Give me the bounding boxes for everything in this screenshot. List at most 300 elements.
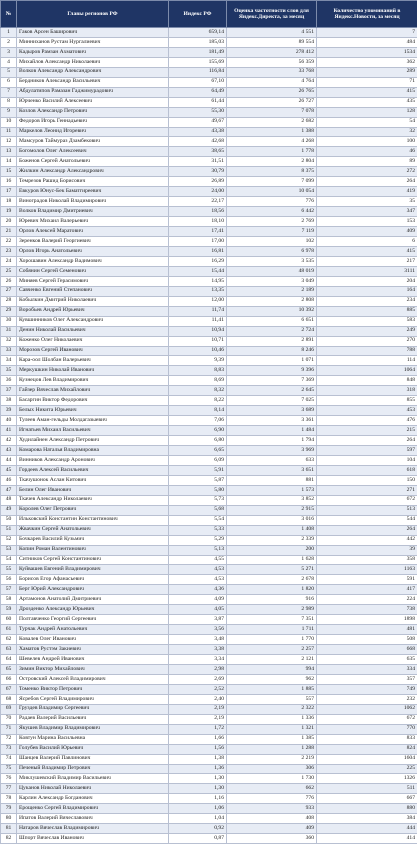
- cell-yandex-news: 3111: [317, 266, 417, 276]
- cell-yandex-news: 668: [317, 645, 417, 655]
- cell-governor: Кузнецов Лев Владимирович: [17, 376, 169, 386]
- cell-yandex-direct: 1 711: [227, 625, 317, 635]
- table-row: [1, 446, 417, 456]
- cell-governor: Бочкарев Василий Кузьмич: [17, 535, 169, 545]
- cell-number: 27: [1, 286, 17, 296]
- cell-governor: Маркелов Леонид Игоревич: [17, 127, 169, 137]
- cell-governor: Голубев Василий Юрьевич: [17, 744, 169, 754]
- cell-governor: Ильковский Константин Константинович: [17, 515, 169, 525]
- cell-yandex-news: 511: [317, 784, 417, 794]
- cell-yandex-news: 672: [317, 495, 417, 505]
- cell-governor: Радаев Валерий Васильевич: [17, 714, 169, 724]
- table-row: [1, 704, 417, 714]
- cell-yandex-news: 6: [317, 237, 417, 247]
- cell-governor: Берг Юрий Александрович: [17, 585, 169, 595]
- cell-number: 77: [1, 784, 17, 794]
- table-row: [1, 167, 417, 177]
- cell-yandex-direct: 3 969: [227, 446, 317, 456]
- cell-number: 50: [1, 515, 17, 525]
- table-row: [1, 724, 417, 734]
- cell-number: 21: [1, 227, 17, 237]
- cell-yandex-news: 481: [317, 625, 417, 635]
- table-row: [1, 635, 417, 645]
- cell-number: 58: [1, 595, 17, 605]
- cell-governor: Комарова Наталья Владимировна: [17, 446, 169, 456]
- cell-number: 24: [1, 256, 17, 266]
- cell-yandex-news: 417: [317, 585, 417, 595]
- cell-index: 4,53: [169, 565, 227, 575]
- table-row: [1, 77, 417, 87]
- cell-number: 14: [1, 157, 17, 167]
- header-yandex-direct: Оценка частотности слов для Яндекс.Директа, за месяц: [227, 1, 317, 28]
- cell-yandex-direct: 3 689: [227, 406, 317, 416]
- cell-number: 44: [1, 455, 17, 465]
- cell-governor: Коженко Олег Николаевич: [17, 336, 169, 346]
- cell-index: 5,33: [169, 525, 227, 535]
- cell-governor: Темрезов Рашид Борисович: [17, 177, 169, 187]
- cell-yandex-direct: 3 852: [227, 495, 317, 505]
- cell-number: 65: [1, 665, 17, 675]
- cell-governor: Натаров Вячеслав Владимирович: [17, 824, 169, 834]
- cell-index: 3,48: [169, 635, 227, 645]
- table-row: [1, 217, 417, 227]
- table-row: [1, 117, 417, 127]
- cell-governor: Собянин Сергей Семенович: [17, 266, 169, 276]
- cell-yandex-direct: 10 392: [227, 306, 317, 316]
- cell-yandex-news: 334: [317, 665, 417, 675]
- table-row: [1, 246, 417, 256]
- cell-number: 30: [1, 316, 17, 326]
- cell-number: 41: [1, 426, 17, 436]
- cell-yandex-news: 224: [317, 595, 417, 605]
- cell-yandex-direct: 89 554: [227, 37, 317, 47]
- cell-index: 10,71: [169, 336, 227, 346]
- cell-yandex-news: 419: [317, 187, 417, 197]
- cell-number: 36: [1, 376, 17, 386]
- cell-number: 64: [1, 655, 17, 665]
- cell-index: 4,09: [169, 595, 227, 605]
- cell-governor: Зимин Виктор Михайлович: [17, 665, 169, 675]
- table-row: [1, 545, 417, 555]
- cell-number: 62: [1, 635, 17, 645]
- cell-yandex-news: 204: [317, 276, 417, 286]
- table-row: [1, 237, 417, 247]
- cell-yandex-news: 35: [317, 197, 417, 207]
- cell-yandex-direct: 33 768: [227, 67, 317, 77]
- cell-yandex-news: 232: [317, 694, 417, 704]
- cell-governor: Михайлов Александр Николаевич: [17, 57, 169, 67]
- cell-governor: Юревич Михаил Валерьевич: [17, 217, 169, 227]
- cell-yandex-direct: 994: [227, 665, 317, 675]
- table-row: [1, 505, 417, 515]
- cell-yandex-news: 100: [317, 137, 417, 147]
- cell-governor: Богомолов Олег Алексеевич: [17, 147, 169, 157]
- cell-number: 31: [1, 326, 17, 336]
- table-row: [1, 754, 417, 764]
- header-governor: Главы регионов РФ: [17, 1, 169, 28]
- cell-number: 20: [1, 217, 17, 227]
- cell-yandex-news: 1534: [317, 47, 417, 57]
- cell-number: 67: [1, 684, 17, 694]
- cell-index: 8,32: [169, 386, 227, 396]
- cell-governor: Островский Алексей Владимирович: [17, 674, 169, 684]
- cell-governor: Гордеев Алексей Васильевич: [17, 465, 169, 475]
- cell-governor: Басаргин Виктор Федорович: [17, 396, 169, 406]
- cell-governor: Виноградов Николай Владимирович: [17, 197, 169, 207]
- table-row: [1, 426, 417, 436]
- cell-yandex-news: 384: [317, 814, 417, 824]
- cell-yandex-direct: 2 189: [227, 286, 317, 296]
- cell-index: 6,90: [169, 426, 227, 436]
- cell-yandex-direct: 2 915: [227, 505, 317, 515]
- cell-yandex-direct: 881: [227, 475, 317, 485]
- cell-governor: Меркушкин Николай Иванович: [17, 366, 169, 376]
- table-row: [1, 256, 417, 266]
- cell-index: 1,66: [169, 734, 227, 744]
- cell-governor: Печеный Владимир Петрович: [17, 764, 169, 774]
- cell-governor: Полтавченко Георгий Сергеевич: [17, 615, 169, 625]
- cell-yandex-direct: 8 375: [227, 167, 317, 177]
- cell-yandex-news: 104: [317, 455, 417, 465]
- cell-index: 64,49: [169, 87, 227, 97]
- cell-governor: Ситников Сергей Константинович: [17, 555, 169, 565]
- cell-number: 19: [1, 207, 17, 217]
- cell-index: 5,13: [169, 545, 227, 555]
- cell-yandex-direct: 1 388: [227, 127, 317, 137]
- cell-yandex-news: 1062: [317, 704, 417, 714]
- cell-yandex-direct: 7 078: [227, 107, 317, 117]
- cell-governor: Миняев Сергей Герасимович: [17, 276, 169, 286]
- cell-governor: Денин Николай Васильевич: [17, 326, 169, 336]
- cell-governor: Козлов Александр Петрович: [17, 107, 169, 117]
- cell-governor: Шпорт Вячеслав Иванович: [17, 834, 169, 844]
- cell-governor: Орлов Игорь Анатольевич: [17, 246, 169, 256]
- cell-governor: Савченко Евгений Степанович: [17, 286, 169, 296]
- table-row: [1, 794, 417, 804]
- cell-index: 659,14: [169, 28, 227, 38]
- table-row: [1, 306, 417, 316]
- cell-number: 66: [1, 674, 17, 684]
- cell-yandex-news: 444: [317, 824, 417, 834]
- cell-yandex-news: 749: [317, 684, 417, 694]
- cell-number: 40: [1, 416, 17, 426]
- cell-index: 22,17: [169, 197, 227, 207]
- cell-yandex-direct: 2 724: [227, 326, 317, 336]
- cell-number: 25: [1, 266, 17, 276]
- table-row: [1, 495, 417, 505]
- cell-yandex-direct: 7 025: [227, 396, 317, 406]
- table-row: [1, 57, 417, 67]
- cell-yandex-direct: 6 651: [227, 316, 317, 326]
- cell-index: 5,54: [169, 515, 227, 525]
- cell-index: 1,38: [169, 754, 227, 764]
- cell-index: 0,92: [169, 824, 227, 834]
- cell-number: 17: [1, 187, 17, 197]
- cell-number: 73: [1, 744, 17, 754]
- cell-index: 11,74: [169, 306, 227, 316]
- cell-number: 18: [1, 197, 17, 207]
- cell-yandex-news: 215: [317, 426, 417, 436]
- cell-yandex-direct: 3 049: [227, 276, 317, 286]
- cell-number: 74: [1, 754, 17, 764]
- cell-governor: Гайзер Вячеслав Михайлович: [17, 386, 169, 396]
- cell-yandex-direct: 1 794: [227, 436, 317, 446]
- cell-number: 71: [1, 724, 17, 734]
- cell-index: 12,00: [169, 296, 227, 306]
- table-row: [1, 555, 417, 565]
- cell-index: 7,06: [169, 416, 227, 426]
- cell-governor: Шанцев Валерий Павлинович: [17, 754, 169, 764]
- cell-governor: Жилкин Александр Александрович: [17, 167, 169, 177]
- cell-index: 3,38: [169, 645, 227, 655]
- cell-yandex-direct: 7 119: [227, 227, 317, 237]
- cell-governor: Юрченко Василий Алексеевич: [17, 97, 169, 107]
- table-row: [1, 316, 417, 326]
- table-row: [1, 665, 417, 675]
- cell-yandex-news: 150: [317, 475, 417, 485]
- table-row: [1, 824, 417, 834]
- cell-yandex-direct: 6 442: [227, 207, 317, 217]
- header-yandex-news: Количество упоминаний в Яндекс.Новости, за месяц: [317, 1, 417, 28]
- cell-index: 17,41: [169, 227, 227, 237]
- cell-governor: Гаков Арсен Баширович: [17, 28, 169, 38]
- table-row: [1, 585, 417, 595]
- cell-yandex-news: 476: [317, 416, 417, 426]
- cell-governor: Игнатьев Михаил Васильевич: [17, 426, 169, 436]
- cell-index: 3,56: [169, 625, 227, 635]
- cell-index: 1,16: [169, 794, 227, 804]
- cell-index: 31,51: [169, 157, 227, 167]
- cell-yandex-news: 415: [317, 246, 417, 256]
- cell-index: 8,83: [169, 366, 227, 376]
- cell-yandex-news: 442: [317, 535, 417, 545]
- table-row: [1, 515, 417, 525]
- cell-index: 1,36: [169, 764, 227, 774]
- cell-yandex-direct: 1 820: [227, 585, 317, 595]
- cell-number: 55: [1, 565, 17, 575]
- cell-number: 42: [1, 436, 17, 446]
- cell-governor: Борисов Егор Афанасьевич: [17, 575, 169, 585]
- cell-yandex-news: 597: [317, 446, 417, 456]
- cell-number: 78: [1, 794, 17, 804]
- cell-governor: Бердников Александр Васильевич: [17, 77, 169, 87]
- cell-yandex-direct: 3 535: [227, 256, 317, 266]
- table-row: [1, 177, 417, 187]
- cell-yandex-direct: 2 339: [227, 535, 317, 545]
- cell-governor: Миклушевский Владимир Васильевич: [17, 774, 169, 784]
- cell-governor: Винников Александр Аронович: [17, 455, 169, 465]
- cell-yandex-news: 1163: [317, 565, 417, 575]
- cell-index: 5,80: [169, 485, 227, 495]
- cell-yandex-news: 885: [317, 306, 417, 316]
- cell-governor: Ковалев Олег Иванович: [17, 635, 169, 645]
- table-row: [1, 525, 417, 535]
- table-row: [1, 336, 417, 346]
- cell-index: 42,68: [169, 137, 227, 147]
- cell-index: 6,65: [169, 446, 227, 456]
- cell-yandex-news: 848: [317, 376, 417, 386]
- cell-governor: Цуканов Николай Николаевич: [17, 784, 169, 794]
- cell-yandex-direct: 776: [227, 197, 317, 207]
- cell-number: 45: [1, 465, 17, 475]
- cell-yandex-news: 1898: [317, 615, 417, 625]
- table-row: [1, 455, 417, 465]
- table-row: [1, 714, 417, 724]
- cell-index: 11,41: [169, 316, 227, 326]
- cell-index: 6,80: [169, 436, 227, 446]
- cell-governor: Дрозденко Александр Юрьевич: [17, 605, 169, 615]
- cell-yandex-news: 362: [317, 57, 417, 67]
- cell-yandex-direct: 1 778: [227, 147, 317, 157]
- cell-governor: Груздев Владимир Сергеевич: [17, 704, 169, 714]
- cell-yandex-direct: 2 257: [227, 645, 317, 655]
- cell-index: 26,89: [169, 177, 227, 187]
- cell-yandex-direct: 48 019: [227, 266, 317, 276]
- cell-number: 51: [1, 525, 17, 535]
- cell-yandex-news: 667: [317, 794, 417, 804]
- table-header: [1, 1, 417, 28]
- cell-number: 80: [1, 814, 17, 824]
- cell-yandex-direct: 1 071: [227, 356, 317, 366]
- cell-governor: Белин Олег Иванович: [17, 485, 169, 495]
- cell-index: 14,95: [169, 276, 227, 286]
- cell-yandex-direct: 1 288: [227, 744, 317, 754]
- cell-governor: Жвачкин Сергей Анатольевич: [17, 525, 169, 535]
- cell-yandex-news: 347: [317, 207, 417, 217]
- cell-index: 155,69: [169, 57, 227, 67]
- table-row: [1, 87, 417, 97]
- cell-index: 5,73: [169, 495, 227, 505]
- cell-number: 60: [1, 615, 17, 625]
- cell-governor: Волков Владимир Дмитриевич: [17, 207, 169, 217]
- cell-index: 185,03: [169, 37, 227, 47]
- table-row: [1, 296, 417, 306]
- cell-yandex-news: 409: [317, 227, 417, 237]
- cell-number: 53: [1, 545, 17, 555]
- table-row: [1, 227, 417, 237]
- cell-yandex-direct: 4 551: [227, 28, 317, 38]
- cell-number: 79: [1, 804, 17, 814]
- cell-index: 4,36: [169, 585, 227, 595]
- cell-yandex-direct: 2 645: [227, 386, 317, 396]
- cell-yandex-direct: 7 099: [227, 177, 317, 187]
- cell-index: 8,69: [169, 376, 227, 386]
- cell-number: 11: [1, 127, 17, 137]
- cell-yandex-direct: 3 651: [227, 465, 317, 475]
- cell-yandex-news: 414: [317, 834, 417, 844]
- cell-number: 1: [1, 28, 17, 38]
- cell-number: 43: [1, 446, 17, 456]
- cell-yandex-direct: 557: [227, 694, 317, 704]
- cell-governor: Худилайнен Александр Петрович: [17, 436, 169, 446]
- table-row: [1, 37, 417, 47]
- table-row: [1, 157, 417, 167]
- cell-yandex-direct: 4 268: [227, 137, 317, 147]
- cell-index: 55,30: [169, 107, 227, 117]
- table-row: [1, 197, 417, 207]
- cell-yandex-news: 824: [317, 744, 417, 754]
- cell-yandex-direct: 278 412: [227, 47, 317, 57]
- cell-index: 30,79: [169, 167, 227, 177]
- cell-yandex-direct: 2 891: [227, 336, 317, 346]
- table-row: [1, 615, 417, 625]
- cell-index: 67,10: [169, 77, 227, 87]
- cell-yandex-direct: 102: [227, 237, 317, 247]
- cell-yandex-news: 114: [317, 356, 417, 366]
- header-number: №: [1, 1, 17, 28]
- cell-number: 8: [1, 97, 17, 107]
- cell-yandex-direct: 306: [227, 764, 317, 774]
- cell-yandex-news: 270: [317, 336, 417, 346]
- cell-yandex-news: 318: [317, 386, 417, 396]
- table-row: [1, 207, 417, 217]
- cell-yandex-news: 54: [317, 117, 417, 127]
- cell-number: 46: [1, 475, 17, 485]
- table-row: [1, 376, 417, 386]
- cell-yandex-news: 855: [317, 396, 417, 406]
- cell-yandex-direct: 409: [227, 824, 317, 834]
- cell-yandex-direct: 1 336: [227, 714, 317, 724]
- cell-index: 1,30: [169, 774, 227, 784]
- cell-yandex-news: 89: [317, 157, 417, 167]
- cell-number: 28: [1, 296, 17, 306]
- cell-governor: Ткачев Александр Николаевич: [17, 495, 169, 505]
- table-row: [1, 764, 417, 774]
- cell-number: 63: [1, 645, 17, 655]
- header-row: [1, 1, 417, 28]
- cell-yandex-news: 618: [317, 465, 417, 475]
- table-row: [1, 674, 417, 684]
- cell-number: 22: [1, 237, 17, 247]
- cell-number: 33: [1, 346, 17, 356]
- cell-number: 39: [1, 406, 17, 416]
- cell-yandex-news: 1604: [317, 754, 417, 764]
- table-row: [1, 485, 417, 495]
- table-row: [1, 694, 417, 704]
- cell-number: 3: [1, 47, 17, 57]
- cell-yandex-news: 46: [317, 147, 417, 157]
- table-row: [1, 67, 417, 77]
- cell-yandex-news: 1064: [317, 366, 417, 376]
- cell-number: 13: [1, 147, 17, 157]
- cell-governor: Ткачушонок Аслан Китович: [17, 475, 169, 485]
- cell-yandex-news: 7: [317, 28, 417, 38]
- cell-yandex-news: 672: [317, 714, 417, 724]
- cell-index: 38,65: [169, 147, 227, 157]
- cell-yandex-news: 357: [317, 674, 417, 684]
- cell-number: 37: [1, 386, 17, 396]
- cell-governor: Якушев Владимир Владимирович: [17, 724, 169, 734]
- table-row: [1, 286, 417, 296]
- cell-yandex-direct: 26 765: [227, 87, 317, 97]
- cell-index: 4,55: [169, 555, 227, 565]
- cell-index: 43,38: [169, 127, 227, 137]
- cell-governor: Ковтун Марина Васильевна: [17, 734, 169, 744]
- cell-index: 6,09: [169, 455, 227, 465]
- cell-governor: Куйвашев Евгений Владимирович: [17, 565, 169, 575]
- table-row: [1, 356, 417, 366]
- cell-yandex-direct: 7 369: [227, 376, 317, 386]
- cell-number: 48: [1, 495, 17, 505]
- cell-yandex-news: 583: [317, 316, 417, 326]
- cell-yandex-direct: 2 808: [227, 296, 317, 306]
- cell-yandex-direct: 1 321: [227, 724, 317, 734]
- cell-yandex-news: 484: [317, 37, 417, 47]
- cell-yandex-direct: 1 730: [227, 774, 317, 784]
- cell-yandex-direct: 776: [227, 794, 317, 804]
- table-row: [1, 834, 417, 844]
- table-row: [1, 475, 417, 485]
